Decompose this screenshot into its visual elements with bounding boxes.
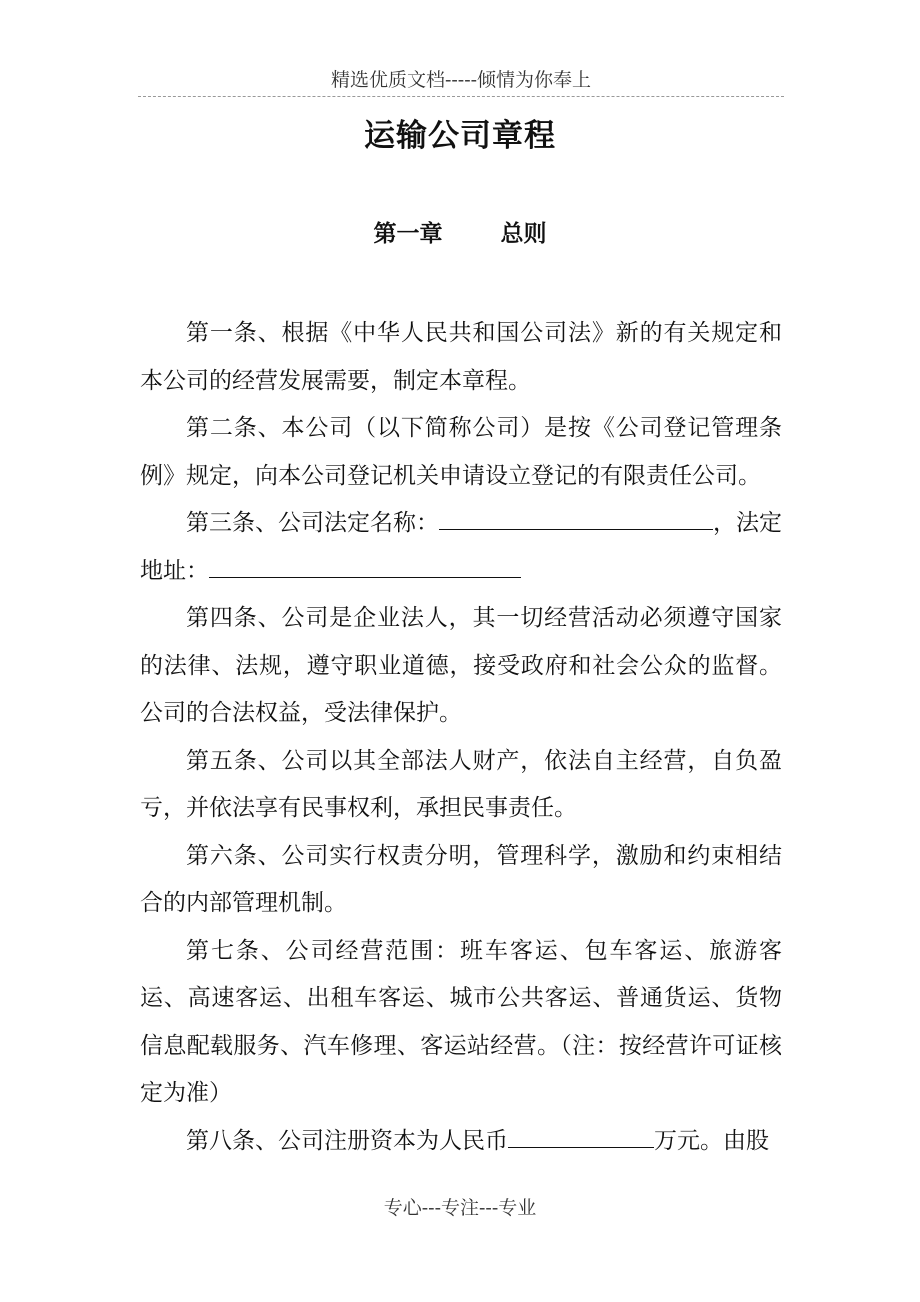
article-8-capital-label: 第八条、公司注册资本为人民币: [186, 1127, 508, 1154]
chapter-name: 总则: [500, 221, 547, 247]
registered-capital-blank: [508, 1125, 654, 1148]
company-name-blank: [439, 507, 713, 530]
company-address-blank: [209, 555, 521, 578]
page-footer: 专心---专注---专业: [383, 1197, 537, 1219]
page-header: 精选优质文档-----倾情为你奉上: [138, 64, 784, 97]
chapter-heading: [0, 214, 920, 254]
document-title: 运输公司章程: [364, 118, 556, 154]
article-3-name-label: 第三条、公司法定名称：: [186, 510, 439, 536]
article-5: 第五条、公司以其全部法人财产，依法自主经营，自负盈亏，并依法享有民事权利，承担民事责任。: [140, 747, 782, 821]
article-8: [140, 1118, 782, 1166]
document-body: [140, 310, 782, 1165]
article-8-continuation: 万元。由股: [654, 1127, 769, 1154]
article-4: 第四条、公司是企业法人，其一切经营活动必须遵守国家的法律、法规，遵守职业道德，接受政府和社会公众的监督。公司的合法权益，受法律保护。: [140, 605, 782, 726]
article-2: 第二条、本公司（以下简称公司）是按《公司登记管理条例》规定，向本公司登记机关申请设立登记的有限责任公司。: [140, 415, 782, 489]
chapter-number: 第一章: [373, 221, 443, 247]
article-6: 第六条、公司实行权责分明，管理科学，激励和约束相结合的内部管理机制。: [140, 842, 782, 916]
article-7: 第七条、公司经营范围：班车客运、包车客运、旅游客运、高速客运、出租车客运、城市公共客运、普通货运、货物信息配载服务、汽车修理、客运站经营。（注：按经营许可证核定为准）: [140, 937, 782, 1106]
article-1: 第一条、根据《中华人民共和国公司法》新的有关规定和本公司的经营发展需要，制定本章程。: [140, 320, 782, 394]
article-3: [140, 500, 782, 595]
article-3-address-label: ，法定地址：: [140, 510, 782, 584]
